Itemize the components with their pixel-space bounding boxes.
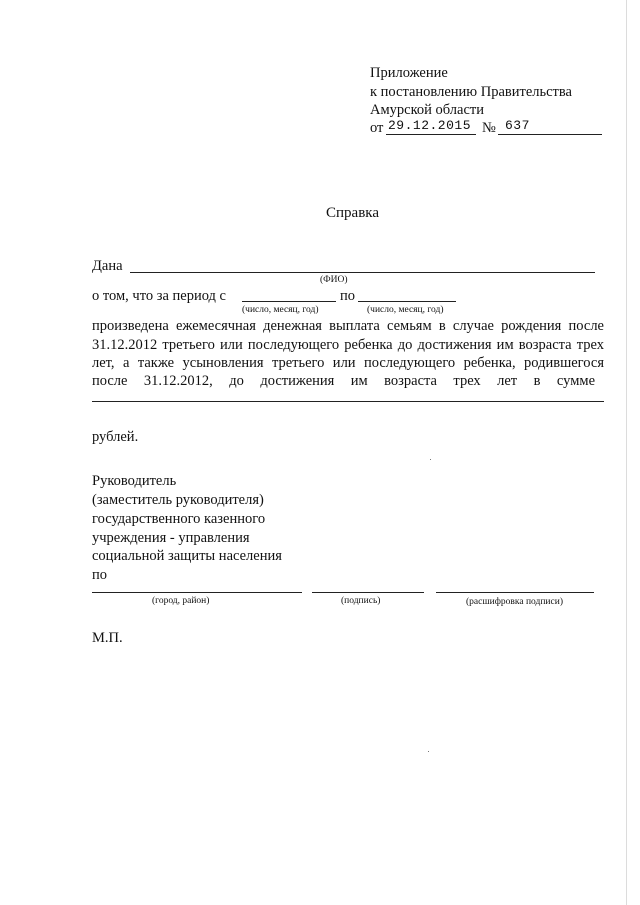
scan-speck	[430, 459, 431, 460]
signer-line-5: социальной защиты населения	[92, 548, 282, 564]
scan-edge	[626, 0, 627, 905]
resolution-number: 637	[505, 118, 530, 133]
from-prefix: от	[370, 120, 384, 136]
document-title: Справка	[326, 205, 379, 221]
period-to-label: по	[340, 288, 356, 304]
body-line-1: произведена ежемесячная денежная выплата семьям в случае рождения после	[92, 318, 604, 334]
appendix-label: Приложение	[370, 65, 448, 81]
body-line-2: 31.12.2012 третьего или последующего ребенка до достижения им возраста трех	[92, 337, 604, 353]
signer-line-6: по	[92, 567, 108, 583]
signature-hint: (подпись)	[341, 596, 381, 606]
body-line-4: после 31.12.2012, до достижения им возраста трех лет в сумме	[92, 373, 595, 389]
date-underline	[386, 134, 476, 135]
resolution-label: к постановлению Правительства	[370, 84, 572, 100]
stamp-label: М.П.	[92, 630, 123, 646]
period-prefix: о том, что за период с	[92, 288, 226, 304]
decoding-hint: (расшифровка подписи)	[466, 597, 563, 607]
signer-line-1: Руководитель	[92, 473, 177, 489]
number-underline	[498, 134, 602, 135]
period-to-field[interactable]	[358, 301, 456, 302]
fio-field[interactable]	[130, 272, 595, 273]
body-line-3: лет, а также усыновления третьего или последующего ребенка, родившегося	[92, 355, 604, 371]
signer-line-2: (заместитель руководителя)	[92, 492, 264, 508]
city-field[interactable]	[92, 592, 302, 593]
currency-label: рублей.	[92, 429, 139, 445]
decoding-field[interactable]	[436, 592, 594, 593]
number-prefix: №	[482, 120, 496, 136]
resolution-date: 29.12.2015	[388, 118, 472, 133]
period-to-hint: (число, месяц, год)	[367, 305, 444, 315]
region-label: Амурской области	[370, 102, 484, 118]
period-from-field[interactable]	[242, 301, 336, 302]
issued-to-label: Дана	[92, 258, 123, 274]
signature-field[interactable]	[312, 592, 424, 593]
fio-hint: (ФИО)	[320, 275, 348, 285]
signer-line-3: государственного казенного	[92, 511, 266, 527]
scan-speck	[428, 751, 429, 752]
amount-field[interactable]	[92, 401, 604, 402]
period-from-hint: (число, месяц, год)	[242, 305, 319, 315]
signer-line-4: учреждения - управления	[92, 530, 250, 546]
city-hint: (город, район)	[152, 596, 210, 606]
